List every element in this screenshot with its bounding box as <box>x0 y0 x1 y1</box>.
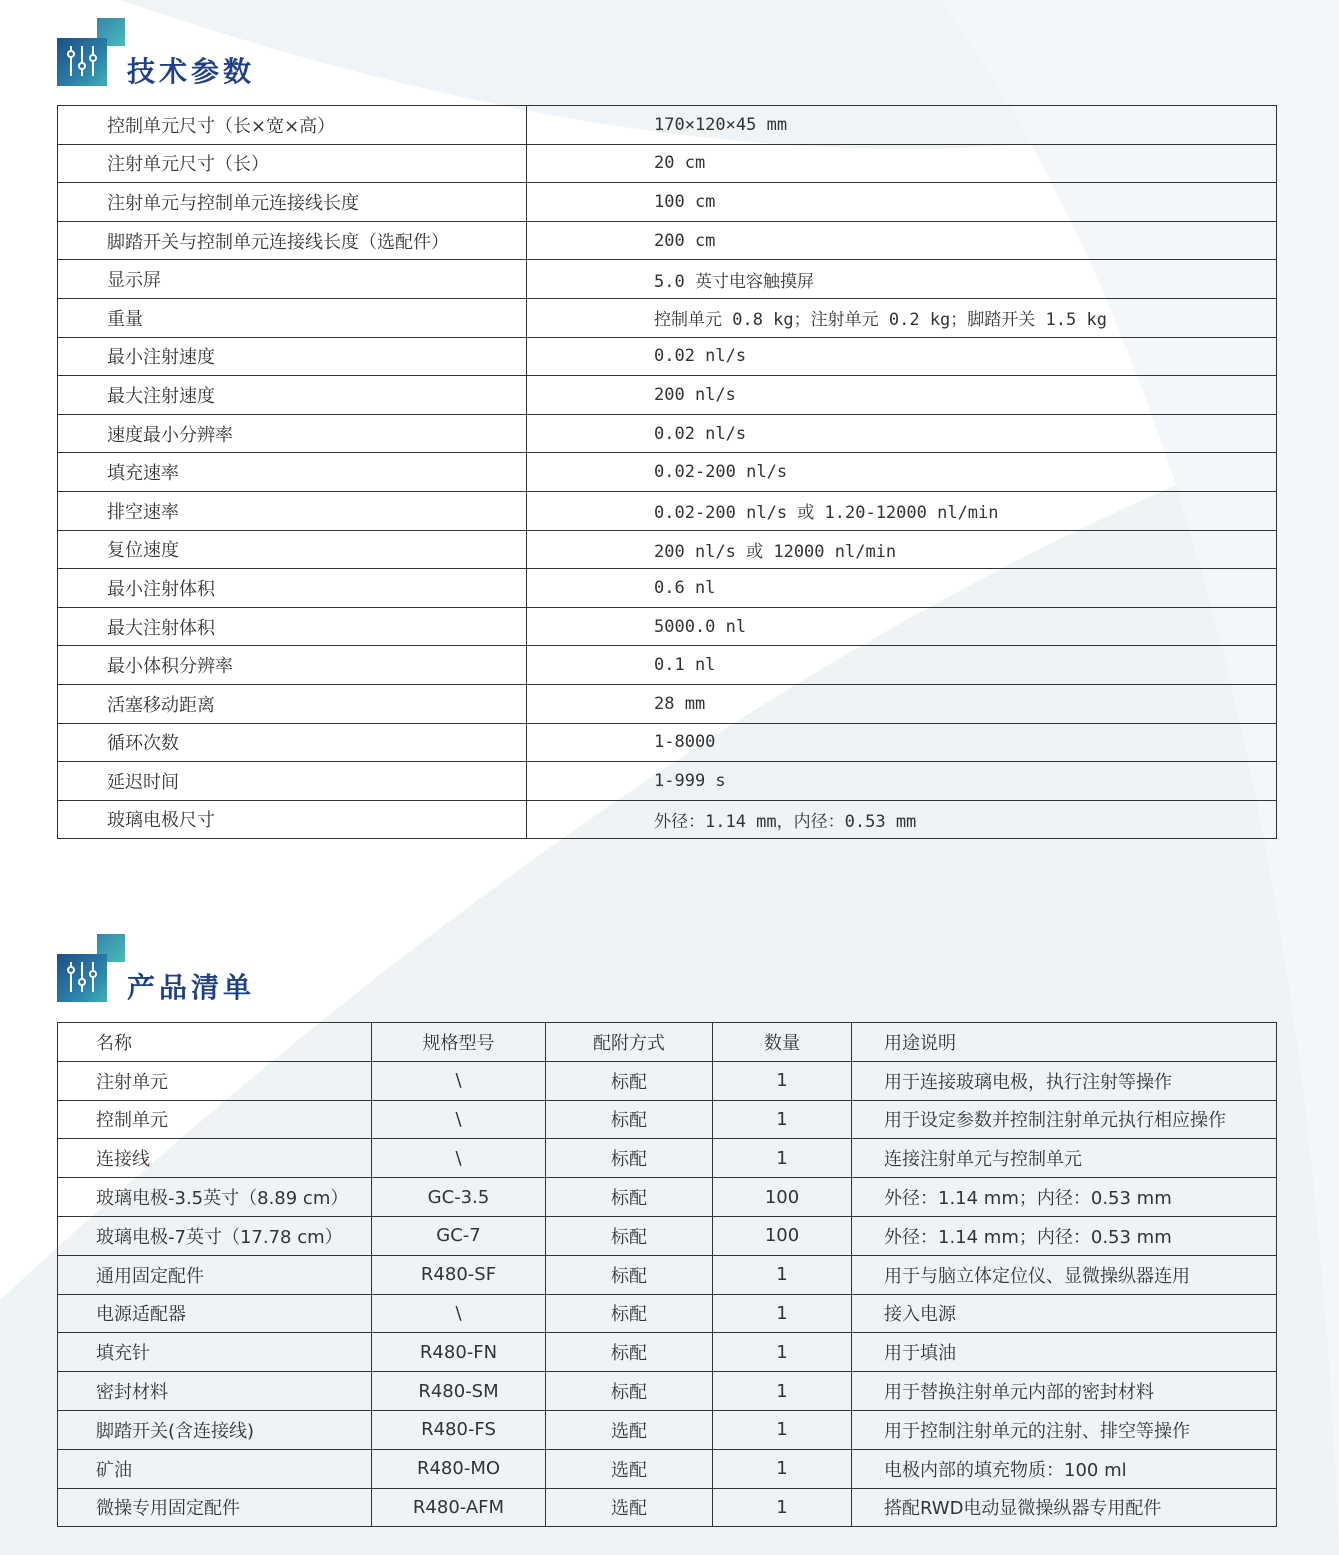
spec-value: 200 nl/s 或 12000 nl/min <box>527 530 1277 569</box>
spec-label: 活塞移动距离 <box>58 684 527 723</box>
product-model: \ <box>372 1139 546 1178</box>
spec-label: 重量 <box>58 298 527 337</box>
product-row <box>58 1178 1277 1217</box>
spec-row <box>58 337 1277 376</box>
product-config: 标配 <box>546 1100 713 1139</box>
product-qty: 1 <box>713 1139 852 1178</box>
spec-label: 最小注射速度 <box>58 337 527 376</box>
product-model: R480-FS <box>372 1410 546 1449</box>
product-row <box>58 1488 1277 1527</box>
product-qty: 100 <box>713 1178 852 1217</box>
spec-value: 200 cm <box>527 221 1277 260</box>
spec-value: 控制单元 0.8 kg；注射单元 0.2 kg；脚踏开关 1.5 kg <box>527 298 1277 337</box>
spec-label: 最小体积分辨率 <box>58 646 527 685</box>
spec-section-title: 技术参数 <box>127 55 256 88</box>
product-row <box>58 1372 1277 1411</box>
spec-label: 最大注射速度 <box>58 376 527 415</box>
spec-value: 20 cm <box>527 144 1277 183</box>
product-name: 密封材料 <box>58 1372 372 1411</box>
header-config: 配附方式 <box>546 1023 713 1062</box>
product-usage: 接入电源 <box>852 1294 1277 1333</box>
spec-label: 显示屏 <box>58 260 527 299</box>
spec-row <box>58 183 1277 222</box>
product-usage: 外径：1.14 mm；内径：0.53 mm <box>852 1178 1277 1217</box>
product-config: 选配 <box>546 1488 713 1527</box>
product-qty: 1 <box>713 1488 852 1527</box>
spec-row <box>58 646 1277 685</box>
product-usage: 用于连接玻璃电极，执行注射等操作 <box>852 1061 1277 1100</box>
product-usage: 连接注射单元与控制单元 <box>852 1139 1277 1178</box>
product-model: \ <box>372 1100 546 1139</box>
spec-value: 5.0 英寸电容触摸屏 <box>527 260 1277 299</box>
spec-row <box>58 762 1277 801</box>
spec-row <box>58 221 1277 260</box>
product-config: 选配 <box>546 1410 713 1449</box>
spec-value: 1-8000 <box>527 723 1277 762</box>
spec-label: 控制单元尺寸（长×宽×高） <box>58 106 527 145</box>
spec-value: 0.1 nl <box>527 646 1277 685</box>
product-model: R480-FN <box>372 1333 546 1372</box>
spec-row <box>58 453 1277 492</box>
product-usage: 用于设定参数并控制注射单元执行相应操作 <box>852 1100 1277 1139</box>
product-model: R480-AFM <box>372 1488 546 1527</box>
sliders-icon <box>57 38 107 86</box>
spec-value: 0.02-200 nl/s <box>527 453 1277 492</box>
product-qty: 1 <box>713 1100 852 1139</box>
header-name: 名称 <box>58 1023 372 1062</box>
product-name: 脚踏开关(含连接线) <box>58 1410 372 1449</box>
product-model: R480-SF <box>372 1255 546 1294</box>
spec-row <box>58 260 1277 299</box>
spec-label: 最大注射体积 <box>58 607 527 646</box>
product-usage: 用于控制注射单元的注射、排空等操作 <box>852 1410 1277 1449</box>
product-name: 填充针 <box>58 1333 372 1372</box>
product-name: 注射单元 <box>58 1061 372 1100</box>
sliders-icon <box>57 954 107 1002</box>
product-row <box>58 1216 1277 1255</box>
spec-value: 外径：1.14 mm，内径：0.53 mm <box>527 800 1277 839</box>
product-qty: 100 <box>713 1216 852 1255</box>
product-config: 标配 <box>546 1294 713 1333</box>
spec-row <box>58 607 1277 646</box>
product-model: \ <box>372 1294 546 1333</box>
product-usage: 用于填油 <box>852 1333 1277 1372</box>
product-name: 通用固定配件 <box>58 1255 372 1294</box>
product-model: \ <box>372 1061 546 1100</box>
spec-label: 排空速率 <box>58 491 527 530</box>
product-name: 控制单元 <box>58 1100 372 1139</box>
product-usage: 搭配RWD电动显微操纵器专用配件 <box>852 1488 1277 1527</box>
spec-value: 0.02 nl/s <box>527 337 1277 376</box>
product-row <box>58 1139 1277 1178</box>
product-row <box>58 1061 1277 1100</box>
product-icon-box <box>57 934 125 1002</box>
product-model: R480-SM <box>372 1372 546 1411</box>
product-name: 矿油 <box>58 1449 372 1488</box>
header-usage: 用途说明 <box>852 1023 1277 1062</box>
spec-row <box>58 723 1277 762</box>
product-table-header-row <box>58 1023 1277 1062</box>
product-config: 选配 <box>546 1449 713 1488</box>
product-row <box>58 1100 1277 1139</box>
product-model: GC-3.5 <box>372 1178 546 1217</box>
spec-value: 0.6 nl <box>527 569 1277 608</box>
product-section-title: 产品清单 <box>127 971 256 1004</box>
product-usage: 用于与脑立体定位仪、显微操纵器连用 <box>852 1255 1277 1294</box>
product-row <box>58 1255 1277 1294</box>
product-config: 标配 <box>546 1139 713 1178</box>
spec-label: 填充速率 <box>58 453 527 492</box>
spec-icon-box <box>57 18 125 86</box>
product-row <box>58 1294 1277 1333</box>
product-row <box>58 1449 1277 1488</box>
product-qty: 1 <box>713 1333 852 1372</box>
product-qty: 1 <box>713 1294 852 1333</box>
product-config: 标配 <box>546 1178 713 1217</box>
spec-value: 0.02 nl/s <box>527 414 1277 453</box>
spec-value: 170×120×45 mm <box>527 106 1277 145</box>
spec-value: 0.02-200 nl/s 或 1.20-12000 nl/min <box>527 491 1277 530</box>
spec-row <box>58 491 1277 530</box>
spec-value: 28 mm <box>527 684 1277 723</box>
product-name: 连接线 <box>58 1139 372 1178</box>
spec-label: 注射单元尺寸（长） <box>58 144 527 183</box>
spec-value: 5000.0 nl <box>527 607 1277 646</box>
spec-table <box>57 105 1277 839</box>
spec-label: 脚踏开关与控制单元连接线长度（选配件） <box>58 221 527 260</box>
spec-row <box>58 684 1277 723</box>
spec-label: 速度最小分辨率 <box>58 414 527 453</box>
product-model: GC-7 <box>372 1216 546 1255</box>
spec-row <box>58 144 1277 183</box>
header-qty: 数量 <box>713 1023 852 1062</box>
spec-row <box>58 800 1277 839</box>
spec-row <box>58 298 1277 337</box>
product-qty: 1 <box>713 1061 852 1100</box>
product-qty: 1 <box>713 1449 852 1488</box>
spec-value: 1-999 s <box>527 762 1277 801</box>
product-usage: 外径：1.14 mm；内径：0.53 mm <box>852 1216 1277 1255</box>
product-config: 标配 <box>546 1372 713 1411</box>
product-qty: 1 <box>713 1372 852 1411</box>
spec-label: 复位速度 <box>58 530 527 569</box>
product-name: 玻璃电极-3.5英寸（8.89 cm） <box>58 1178 372 1217</box>
spec-label: 玻璃电极尺寸 <box>58 800 527 839</box>
spec-label: 延迟时间 <box>58 762 527 801</box>
product-usage: 用于替换注射单元内部的密封材料 <box>852 1372 1277 1411</box>
product-table <box>57 1022 1277 1527</box>
spec-label: 最小注射体积 <box>58 569 527 608</box>
product-usage: 电极内部的填充物质：100 ml <box>852 1449 1277 1488</box>
product-config: 标配 <box>546 1061 713 1100</box>
spec-row <box>58 530 1277 569</box>
product-name: 玻璃电极-7英寸（17.78 cm） <box>58 1216 372 1255</box>
product-name: 电源适配器 <box>58 1294 372 1333</box>
product-config: 标配 <box>546 1333 713 1372</box>
spec-label: 注射单元与控制单元连接线长度 <box>58 183 527 222</box>
header-model: 规格型号 <box>372 1023 546 1062</box>
spec-label: 循环次数 <box>58 723 527 762</box>
spec-value: 200 nl/s <box>527 376 1277 415</box>
spec-row <box>58 376 1277 415</box>
product-config: 标配 <box>546 1255 713 1294</box>
product-config: 标配 <box>546 1216 713 1255</box>
spec-row <box>58 414 1277 453</box>
product-model: R480-MO <box>372 1449 546 1488</box>
spec-value: 100 cm <box>527 183 1277 222</box>
product-row <box>58 1410 1277 1449</box>
product-qty: 1 <box>713 1410 852 1449</box>
spec-row <box>58 106 1277 145</box>
product-name: 微操专用固定配件 <box>58 1488 372 1527</box>
product-row <box>58 1333 1277 1372</box>
product-qty: 1 <box>713 1255 852 1294</box>
spec-row <box>58 569 1277 608</box>
